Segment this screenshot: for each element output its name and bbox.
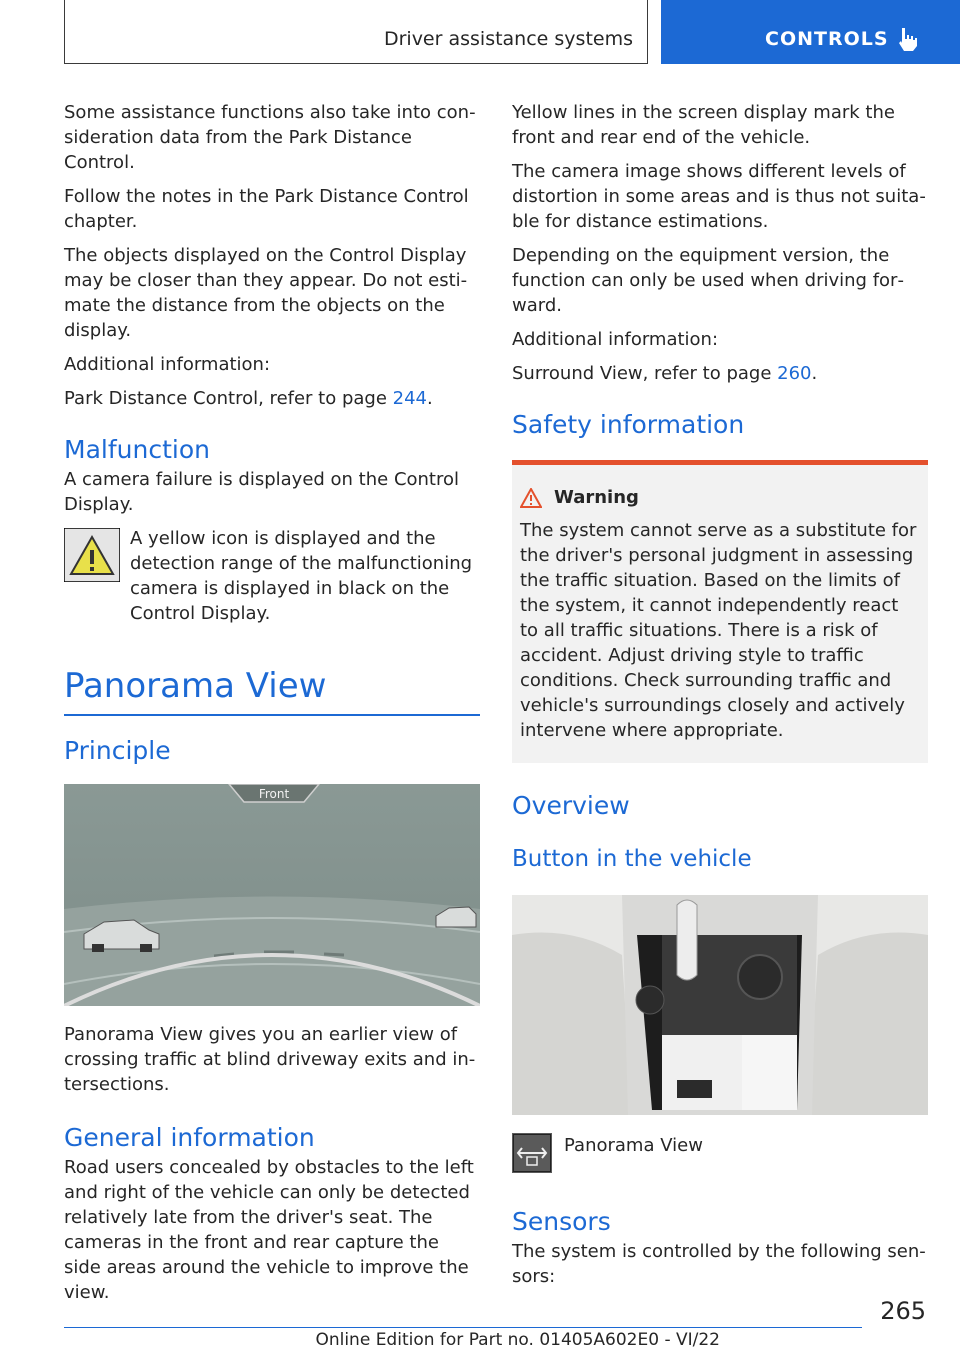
paragraph: A camera failure is displayed on the Control Display. <box>64 469 460 515</box>
reference-end: . <box>427 388 433 409</box>
page-link-260[interactable]: 260 <box>777 363 812 384</box>
reference-text: Surround View, refer to page <box>512 363 778 384</box>
paragraph: The objects displayed on the Control Display may be closer than they appear. Do not estimate the distance from the objects on the display. <box>64 245 468 341</box>
edition-footer: Online Edition for Part no. 01405A602E0 - VI/22 <box>315 1330 720 1350</box>
paragraph: Panorama View gives you an earlier view of crossing traffic at blind driveway exits and intersections. <box>64 1024 476 1095</box>
note-text: A yellow icon is displayed and the detection range of the malfunctioning camera is displayed in black on the Control Display. <box>130 528 473 624</box>
page-link-244[interactable]: 244 <box>392 388 427 409</box>
button-label: Panorama View <box>564 1135 703 1156</box>
chapter-tab[interactable] <box>661 0 960 64</box>
front-camera-view <box>64 784 480 1006</box>
warning-text: The system cannot serve as a substitute for the driver's personal judgment in assessing the traffic situation. Based on the limits of the system, it cannot independently react to all traffic situations. There is a risk of accident. Adjust driving style to traffic conditions. Check surrounding traffic and vehicle's surroundings closely and actively intervene where appropriate. <box>520 520 917 741</box>
paragraph: The system is controlled by the following sensors: <box>512 1241 926 1287</box>
front-label: Front <box>258 787 290 801</box>
paragraph-with-reference <box>512 361 928 386</box>
paragraph: Depending on the equipment version, the function can only be used when driving forward. <box>512 245 904 316</box>
left-column <box>64 100 480 1314</box>
button-in-vehicle-heading: Button in the vehicle <box>512 846 752 872</box>
overview-heading: Overview <box>512 791 630 820</box>
paragraph: Road users concealed by obstacles to the left and right of the vehicle can only be detected relatively late from the driver's seat. The cameras in the front and rear capture the side areas around the vehicle to improve the view. <box>64 1157 474 1303</box>
yellow-warning-icon <box>64 528 120 582</box>
chapter-title: CONTROLS <box>765 28 889 50</box>
sensors-heading: Sensors <box>512 1207 611 1236</box>
panorama-view-button-icon[interactable] <box>512 1133 552 1173</box>
paragraph: The camera image shows different levels of distortion in some areas and is thus not suitable for distance estimations. <box>512 161 926 232</box>
warning-title: Warning <box>554 487 639 508</box>
panorama-view-heading: Panorama View <box>64 666 327 706</box>
principle-heading: Principle <box>64 736 171 765</box>
right-column <box>512 100 928 1298</box>
warning-triangle-icon <box>520 488 542 508</box>
warning-box <box>512 460 928 763</box>
safety-information-heading: Safety information <box>512 410 745 439</box>
header-section-box <box>64 0 648 64</box>
panorama-view-figure <box>64 784 480 1006</box>
panorama-view-button-row <box>512 1133 928 1193</box>
paragraph: Yellow lines in the screen display mark the front and rear end of the vehicle. <box>512 102 895 148</box>
paragraph: Additional information: <box>64 354 271 375</box>
heading-rule <box>64 714 480 716</box>
section-title: Driver assistance systems <box>383 28 633 50</box>
paragraph: Some assistance functions also take into consideration data from the Park Distance Control. <box>64 102 476 173</box>
reference-text: Park Distance Control, refer to page <box>64 388 393 409</box>
paragraph: Additional information: <box>512 329 719 350</box>
footer-rule <box>64 1327 862 1328</box>
paragraph-with-reference <box>64 386 480 411</box>
warning-header <box>520 487 920 508</box>
paragraph: Follow the notes in the Park Distance Control chapter. <box>64 186 469 232</box>
hand-pointer-icon <box>897 26 919 52</box>
center-console-photo <box>512 895 928 1115</box>
center-console-figure <box>512 895 928 1115</box>
general-information-heading: General information <box>64 1123 315 1152</box>
malfunction-note <box>64 526 480 626</box>
malfunction-heading: Malfunction <box>64 435 210 464</box>
page-number: 265 <box>880 1297 926 1325</box>
reference-end: . <box>811 363 818 384</box>
